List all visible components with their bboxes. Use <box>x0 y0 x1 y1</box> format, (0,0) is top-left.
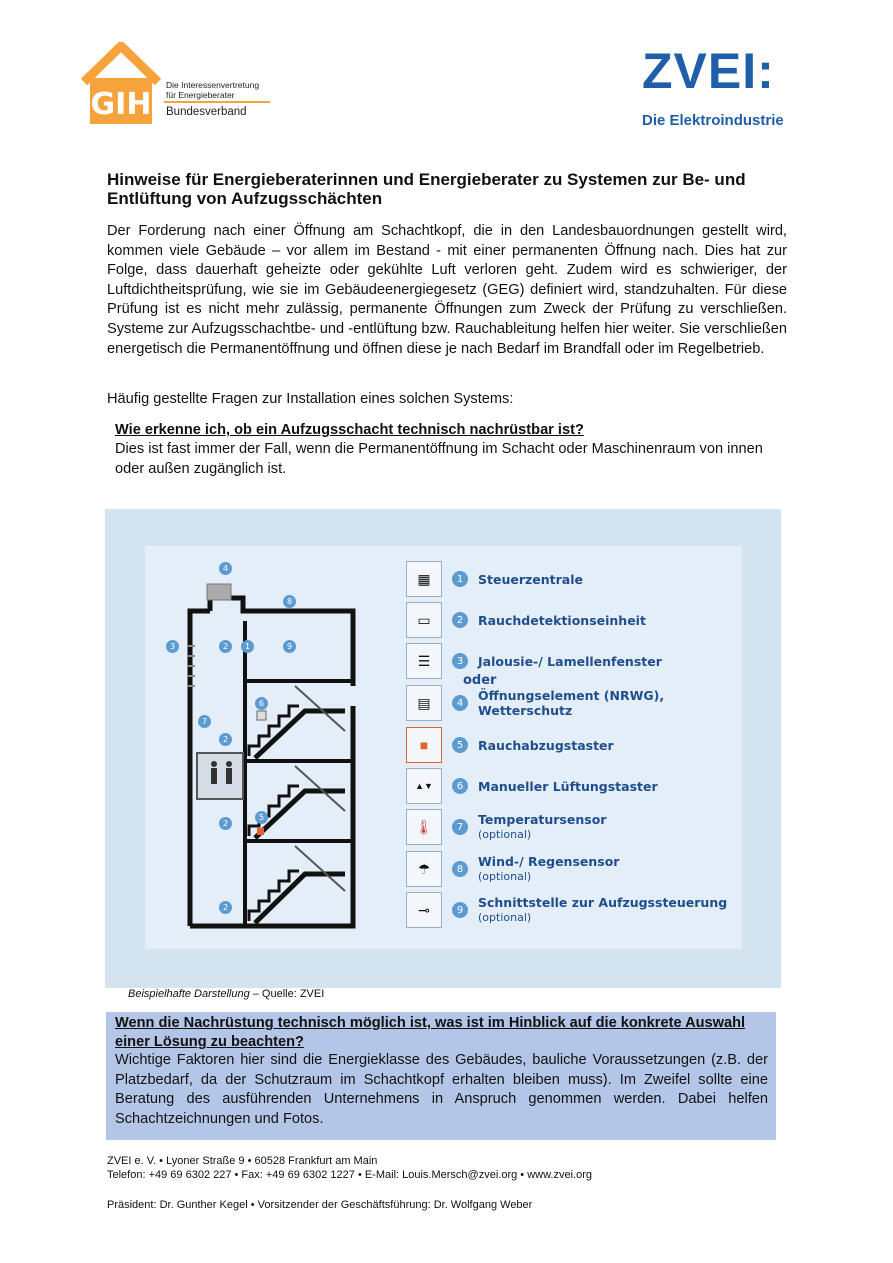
gih-tagline-1: Die Interessenvertretung <box>166 80 260 90</box>
marker-3: 3 <box>166 640 179 653</box>
faq-question-2: Wenn die Nachrüstung technisch möglich ist, was ist im Hinblick auf die konkrete Auswahl einer Lösung zu beachten? <box>115 1015 746 1050</box>
marker-7: 7 <box>198 715 211 728</box>
marker-1: 1 <box>241 640 254 653</box>
wind-rain-sensor-icon: ☂ <box>406 851 442 887</box>
zvei-wordmark: ZVEI: <box>642 43 775 99</box>
legend-item: 🌡 7 Temperatursensor (optional) <box>406 809 606 845</box>
gih-tagline-2: für Energieberater <box>166 90 235 100</box>
smoke-button-icon: ■ <box>406 727 442 763</box>
gih-name: Bundesverband <box>166 106 247 118</box>
legend-item: ⊸ 9 Schnittstelle zur Aufzugssteuerung (optional) <box>406 892 727 928</box>
page-title: Hinweise für Energieberaterinnen und Energieberater zu Systemen zur Be- und Entlüftung von Aufzugsschächten <box>107 170 746 208</box>
footer-board: Präsident: Dr. Gunther Kegel • Vorsitzender der Geschäftsführung: Dr. Wolfgang Weber <box>107 1199 533 1211</box>
figure-caption: Beispielhafte Darstellung – Quelle: ZVEI <box>128 988 325 1000</box>
faq-answer-1: Dies ist fast immer der Fall, wenn die Permanentöffnung im Schacht oder Maschinenraum von innen oder außen zugänglich ist. <box>115 441 763 477</box>
legend-item: ▤ 4 Öffnungselement (NRWG), Wetterschutz <box>406 685 664 721</box>
marker-6: 6 <box>255 697 268 710</box>
legend-item: ☂ 8 Wind-/ Regensensor (optional) <box>406 851 619 887</box>
thermometer-icon: 🌡 <box>406 809 442 845</box>
zvei-tagline: Die Elektroindustrie <box>642 112 784 129</box>
svg-text:GIH: GIH <box>90 87 152 122</box>
interface-icon: ⊸ <box>406 892 442 928</box>
gih-rule <box>164 101 270 103</box>
marker-5: 5 <box>255 811 268 824</box>
faq-question-1: Wie erkenne ich, ob ein Aufzugsschacht technisch nachrüstbar ist? <box>115 422 584 438</box>
legend-item: ▲▼ 6 Manueller Lüftungstaster <box>406 768 658 804</box>
legend-item: ■ 5 Rauchabzugstaster <box>406 727 614 763</box>
opening-element-icon: ▤ <box>406 685 442 721</box>
marker-2: 2 <box>219 901 232 914</box>
intro-paragraph: Der Forderung nach einer Öffnung am Schachtkopf, die in den Landesbauordnungen gestellt wird, kommen viele Gebäude – vor allem im Bestand - mit einer permanenten Öffnung nach. Dies hat zur Folge, dass dauerhaft geheizte oder gekühlte Luft verloren geht. Zudem wird es schwieriger, der Luftdichtheitsprüfung, wie sie im Gebäudeenergiegesetz (GEG) definiert wird, standzuhalten. Für diese Prüfung ist es nicht mehr zulässig, permanente Öffnungen zum Zweck der Prüfung zu verschließen. Systeme zur Aufzugsschachtbe- und -entlüftung bzw. Rauchableitung helfen hier weiter. Sie verschließen energetisch die Permanentöffnung und öffnen diese je nach Bedarf im Brandfall oder im Regelbetrieb. <box>107 223 787 357</box>
faq-intro: Häufig gestellte Fragen zur Installation eines solchen Systems: <box>107 391 514 407</box>
marker-8: 8 <box>283 595 296 608</box>
legend-item: ▭ 2 Rauchdetektionseinheit <box>406 602 646 638</box>
gih-logo <box>80 42 275 130</box>
marker-2: 2 <box>219 733 232 746</box>
legend-item: ▦ 1 Steuerzentrale <box>406 561 583 597</box>
smoke-detector-icon: ▭ <box>406 602 442 638</box>
gih-house-icon <box>80 42 162 128</box>
marker-2: 2 <box>219 817 232 830</box>
legend-item: ☰ 3 Jalousie-/ Lamellenfenster <box>406 643 662 679</box>
footer-address: ZVEI e. V. • Lyoner Straße 9 • 60528 Frankfurt am Main <box>107 1155 378 1167</box>
building-diagram <box>145 546 385 949</box>
zvei-logo <box>640 43 820 132</box>
legend-or-label: oder <box>463 673 497 688</box>
control-unit-icon: ▦ <box>406 561 442 597</box>
vent-button-icon: ▲▼ <box>406 768 442 804</box>
footer-contact: Telefon: +49 69 6302 227 • Fax: +49 69 6302 1227 • E-Mail: Louis.Mersch@zvei.org • www.zvei.org <box>107 1169 592 1181</box>
marker-4: 4 <box>219 562 232 575</box>
louvre-window-icon: ☰ <box>406 643 442 679</box>
marker-2: 2 <box>219 640 232 653</box>
faq-answer-2: Wichtige Faktoren hier sind die Energieklasse des Gebäudes, bauliche Voraussetzungen (z.B. der Platzbedarf, da der Schutzraum im Schachtkopf erhalten bleiben muss). Im Zweifel sollte eine Beratung des ausführenden Unternehmens in Anspruch genommen werden. Dabei helfen Schachtzeichnungen und Fotos. <box>115 1052 768 1127</box>
marker-9: 9 <box>283 640 296 653</box>
